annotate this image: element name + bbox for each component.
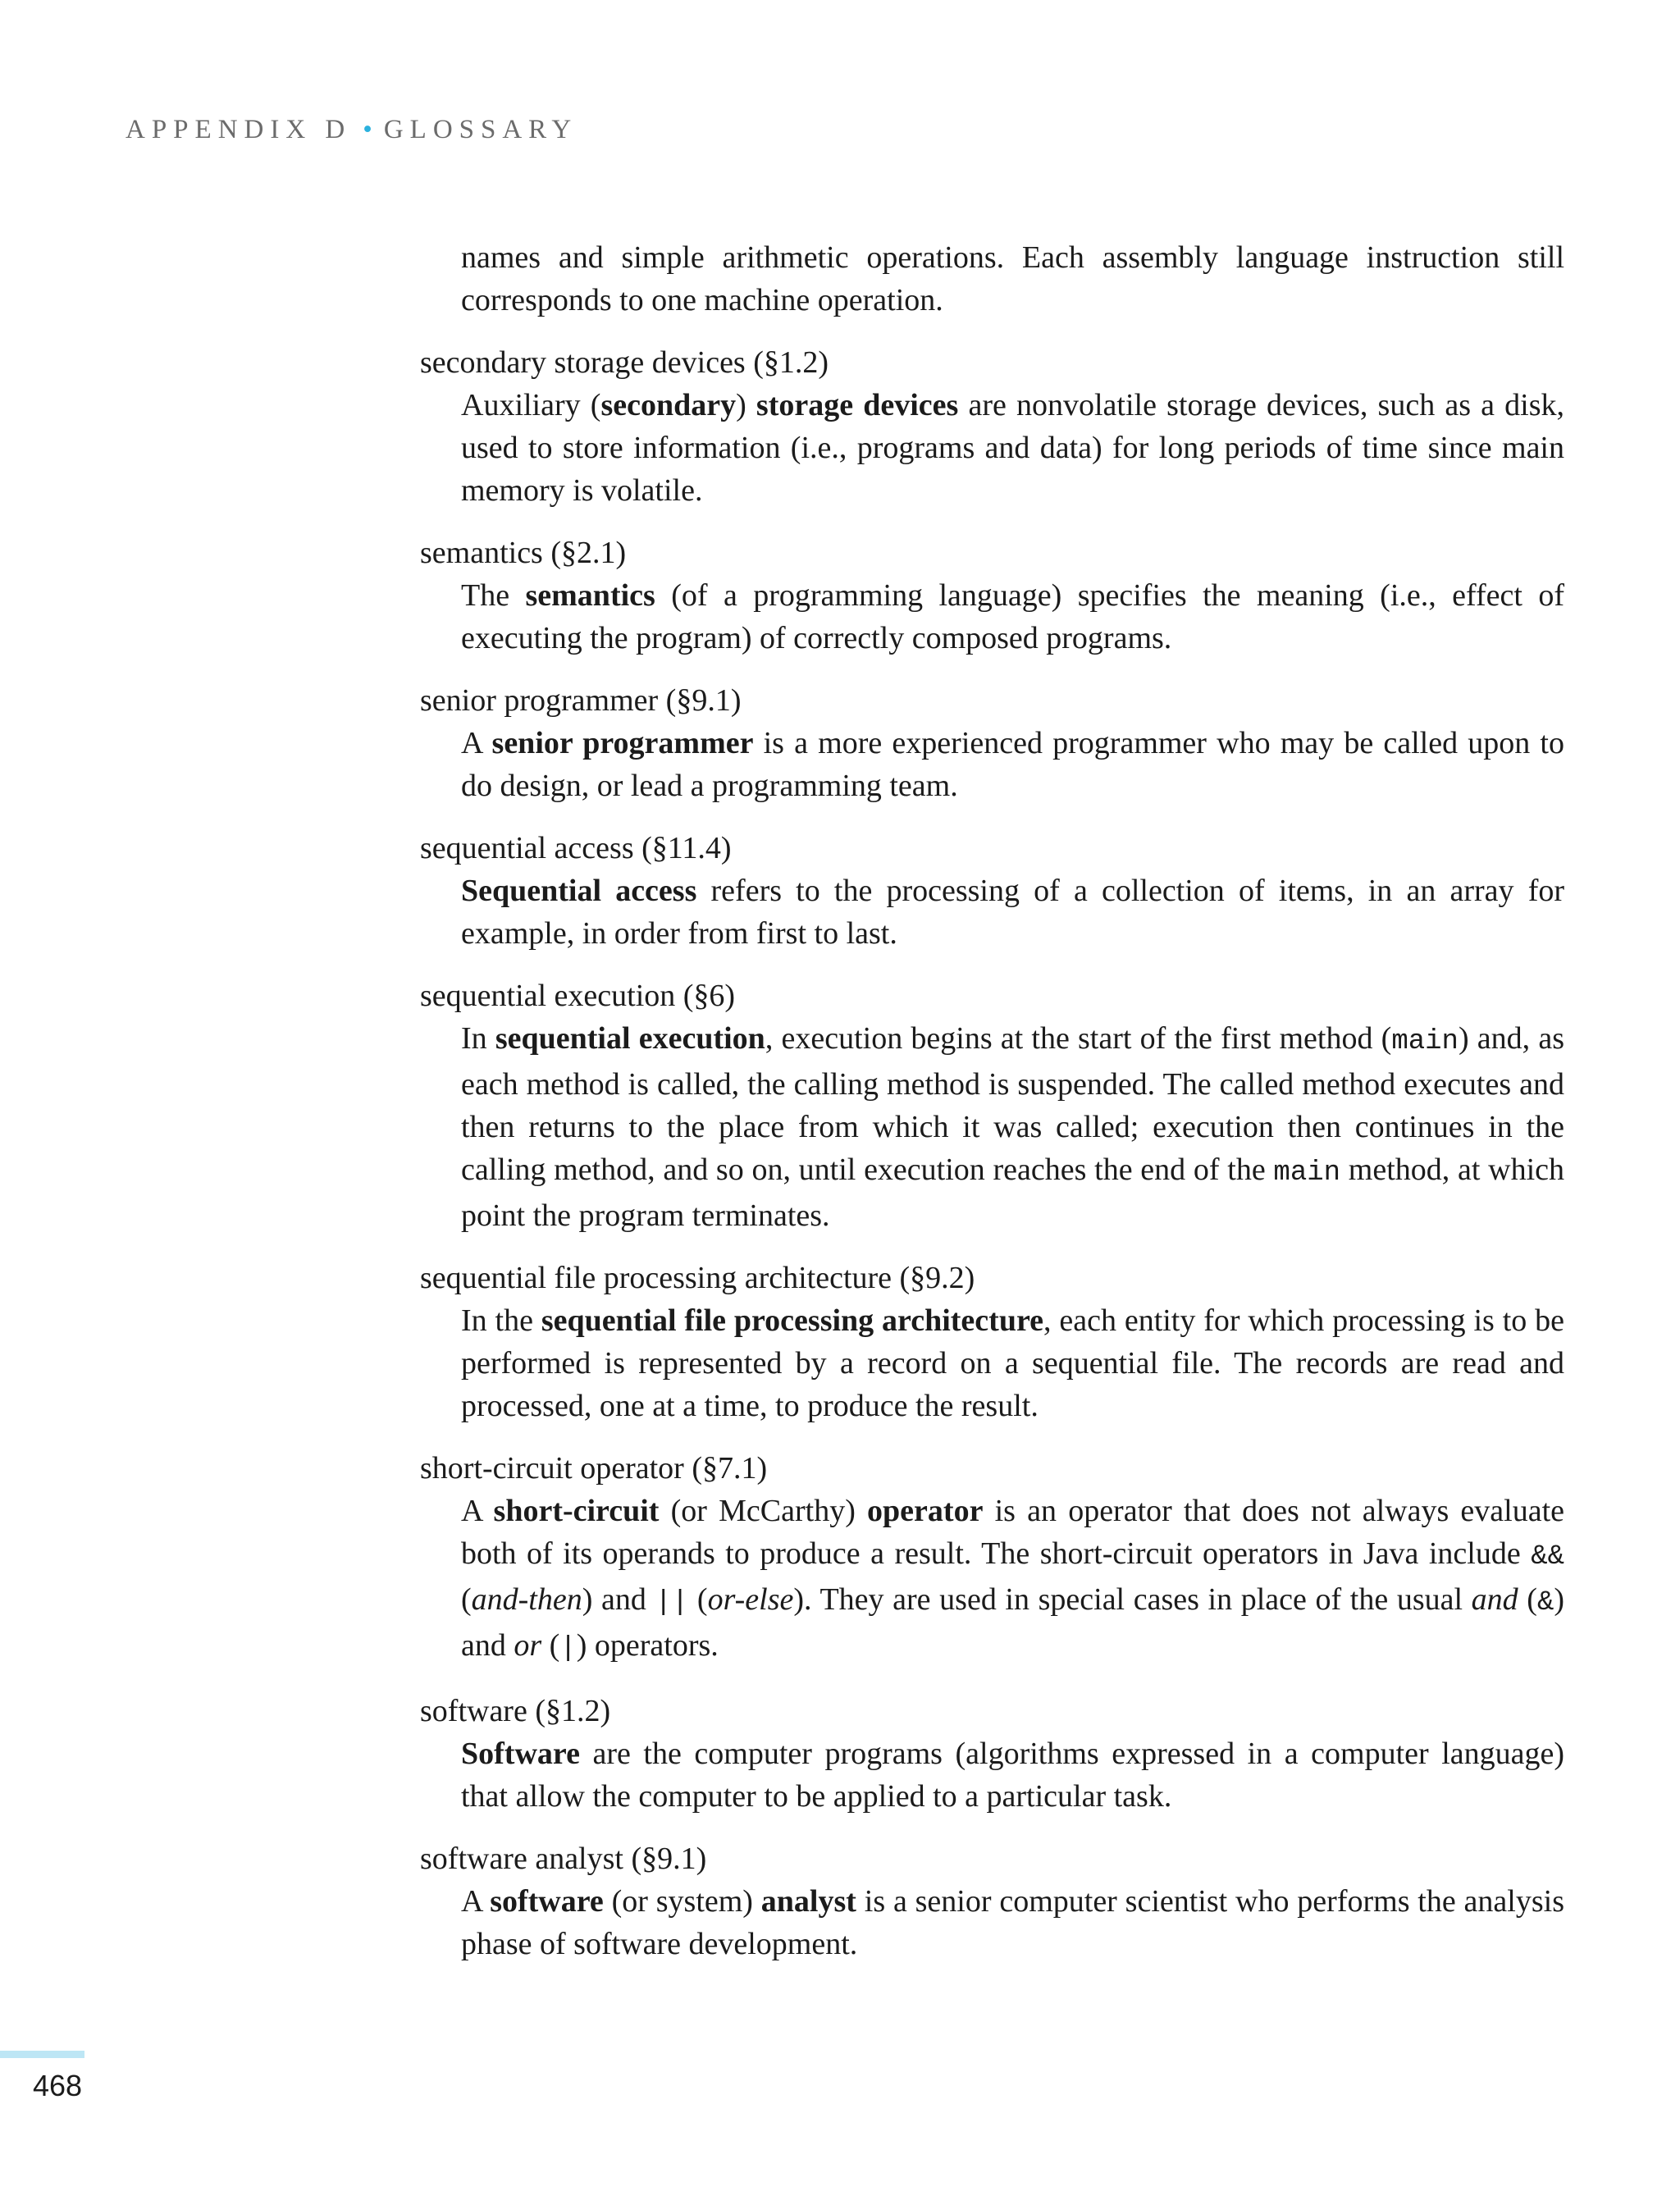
definition-text: Auxiliary ( — [461, 388, 601, 422]
definition-bold-term: operator — [867, 1494, 984, 1528]
glossary-definition — [461, 1299, 1564, 1427]
definition-bold-term: senior programmer — [491, 726, 754, 760]
italic-term: or-else — [707, 1582, 794, 1617]
definition-bold-term: software — [490, 1884, 604, 1919]
definition-text: ) and, as each method is called, the calling method is suspended. The called method executes and then returns to the place from which it was called; execution then continues in the calling method, and so on, until execution reaches the end of the — [461, 1021, 1564, 1187]
page-number-bar — [0, 2051, 84, 2058]
glossary-term: sequential file processing architecture (§9.2) — [420, 1261, 975, 1295]
glossary-body — [420, 236, 1564, 1985]
page-number: 468 — [33, 2069, 83, 2102]
definition-text: The — [461, 578, 526, 613]
definition-bold-term: Sequential access — [461, 874, 697, 908]
glossary-definition — [461, 722, 1564, 807]
italic-term: or — [514, 1628, 542, 1663]
definition-text: , each entity for which processing is to be performed is represented by a record on a sequential file. The records are read and processed, one at a time, to produce the result. — [461, 1303, 1564, 1423]
definition-bold-term: storage devices — [756, 388, 959, 422]
definition-bold-term: sequential execution — [495, 1021, 765, 1056]
running-head-title: GLOSSARY — [383, 115, 578, 144]
glossary-definition — [461, 574, 1564, 660]
glossary-entry — [420, 679, 1564, 807]
glossary-term: software analyst (§9.1) — [420, 1842, 707, 1876]
definition-text: A — [461, 1884, 491, 1919]
glossary-term: senior programmer (§9.1) — [420, 683, 742, 718]
glossary-term: secondary storage devices (§1.2) — [420, 345, 829, 380]
glossary-entry — [420, 532, 1564, 660]
glossary-entry — [420, 1447, 1564, 1670]
definition-text: is a more experienced programmer who may be called upon to do design, or lead a programming team. — [461, 726, 1564, 803]
definition-text: ( — [688, 1582, 708, 1617]
glossary-definition — [461, 1880, 1564, 1965]
definition-text: refers to the processing of a collection of items, in an array for example, in order from first to last. — [461, 874, 1564, 951]
glossary-definition — [461, 384, 1564, 512]
code-term: | — [559, 1633, 577, 1664]
definition-text: ) and — [582, 1582, 655, 1617]
definition-text: (of a programming language) specifies the meaning (i.e., effect of executing the program) of correctly composed programs. — [461, 578, 1565, 655]
definition-text: In the — [461, 1303, 541, 1338]
definition-bold-term: sequential file processing architecture — [541, 1303, 1043, 1338]
italic-term: and — [1471, 1582, 1518, 1617]
definition-text: A — [461, 726, 492, 760]
glossary-entry — [420, 1690, 1564, 1818]
definition-text: , execution begins at the start of the first method ( — [765, 1021, 1392, 1056]
definition-text: (or system) — [603, 1884, 761, 1919]
definition-text: are the computer programs (algorithms expressed in a computer language) that allow the computer to be applied to a particular task. — [461, 1737, 1564, 1814]
glossary-entry — [420, 1257, 1564, 1427]
definition-bold-term: analyst — [760, 1884, 856, 1919]
definition-text: ) and — [461, 1582, 1564, 1663]
code-term: || — [655, 1587, 689, 1618]
glossary-term: short-circuit operator (§7.1) — [420, 1451, 768, 1486]
running-head-section: APPENDIX D — [126, 115, 352, 144]
code-term: main — [1273, 1157, 1341, 1189]
definition-bold-term: secondary — [600, 388, 737, 422]
definition-text: ) operators. — [576, 1628, 719, 1663]
code-term: & — [1536, 1587, 1554, 1618]
glossary-entry — [420, 827, 1564, 955]
glossary-definition — [461, 1490, 1564, 1670]
glossary-definition — [461, 1017, 1564, 1237]
definition-text: are nonvolatile storage devices, such as a disk, used to store information (i.e., programs and data) for long periods of time since main memory is volatile. — [461, 388, 1565, 508]
code-term: main — [1391, 1026, 1459, 1057]
definition-text: is an operator that does not always evaluate both of its operands to produce a result. The short-circuit operators in Java include — [461, 1494, 1564, 1571]
italic-term: and-then — [471, 1582, 582, 1617]
code-term: && — [1531, 1541, 1564, 1572]
glossary-term: sequential execution (§6) — [420, 979, 736, 1013]
definition-text: method, at which point the program terminates. — [461, 1152, 1564, 1233]
definition-text: In — [461, 1021, 495, 1056]
definition-text: ) — [736, 388, 756, 422]
definition-text: ). They are used in special cases in place of the usual — [793, 1582, 1472, 1617]
glossary-definition — [461, 1732, 1564, 1818]
definition-text: is a senior computer scientist who performs the analysis phase of software development. — [461, 1884, 1564, 1961]
glossary-entry — [420, 1837, 1564, 1965]
continued-definition: names and simple arithmetic operations. Each assembly language instruction still corresponds to one machine operation. — [461, 240, 1564, 317]
definition-text: ( — [1518, 1582, 1537, 1617]
running-head-bullet: • — [363, 115, 372, 144]
glossary-term: semantics (§2.1) — [420, 536, 627, 570]
running-head — [126, 115, 578, 145]
glossary-entry — [420, 341, 1564, 512]
glossary-term: software (§1.2) — [420, 1694, 611, 1728]
definition-text: ( — [541, 1628, 560, 1663]
definition-bold-term: Software — [461, 1737, 580, 1771]
definition-text: (or McCarthy) — [659, 1494, 868, 1528]
definition-text: A — [461, 1494, 494, 1528]
definition-bold-term: short-circuit — [493, 1494, 660, 1528]
glossary-term: sequential access (§11.4) — [420, 831, 732, 865]
glossary-entry — [420, 974, 1564, 1237]
definition-text: ( — [461, 1582, 472, 1617]
glossary-definition — [461, 869, 1564, 955]
definition-bold-term: semantics — [525, 578, 655, 613]
